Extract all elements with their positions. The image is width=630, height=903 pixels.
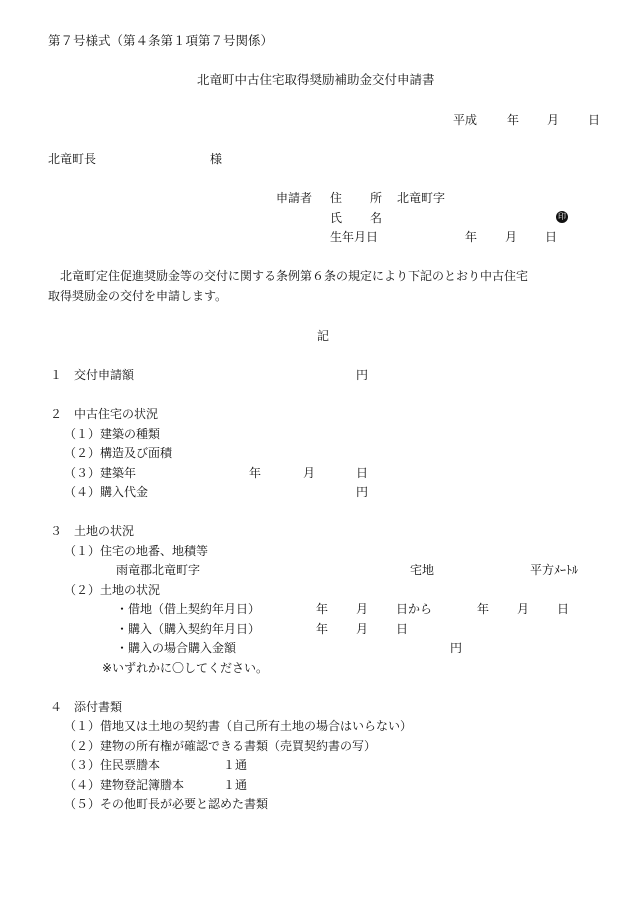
attachment-item-3: （３）住民票謄本 [64,758,161,772]
lease-year: 年 [316,602,329,616]
attachment-item-4: （４）建物登記簿謄本 [64,778,185,792]
birth-label: 生年月日 [330,230,379,244]
section-1-title: 交付申請額 [74,368,135,382]
applicant-label: 申請者 [276,191,313,205]
section-3-title: 土地の状況 [74,524,135,538]
purchase-price-unit-land: 円 [450,641,463,655]
address-value: 北竜町字 [397,191,446,205]
section-3-number: ３ [50,524,63,538]
birth-month: 月 [505,230,518,244]
ki-heading: 記 [317,329,330,343]
name-label-2: 名 [370,211,383,225]
land-place: 雨竜郡北竜町字 [116,563,201,577]
attachment-item-2: （２）建物の所有権が確認できる書類（売買契約書の写） [64,739,377,753]
seal-icon: 印 [558,212,566,221]
date-year: 年 [507,113,520,127]
purchase-price-label: ・購入の場合購入金額 [116,641,237,655]
section-2-item-2: （２）構造及び面積 [64,446,173,460]
land-area-unit: 平方ﾒｰﾄﾙ [530,563,579,577]
document-title: 北竜町中古住宅取得奨励補助金交付申請書 [197,72,435,87]
name-label-1: 氏 [330,211,343,225]
birth-day: 日 [545,230,558,244]
section-1-unit: 円 [356,368,369,382]
attachment-copies-3: １通 [223,758,248,772]
purchase-price-unit: 円 [356,485,369,499]
body-line-1: 北竜町定住促進奨励金等の交付に関する条例第６条の規定により下記のとおり中古住宅 [60,269,529,283]
section-2-title: 中古住宅の状況 [74,407,159,421]
lease-month: 月 [356,602,369,616]
attachment-item-5: （５）その他町長が必要と認めた書類 [64,797,269,811]
section-2-item-3: （３）建築年 [64,466,137,480]
section-3-item-2: （２）土地の状況 [64,583,161,597]
lease-label: ・借地（借上契約年月日） [116,602,261,616]
purchase-day: 日 [396,622,409,636]
address-label-2: 所 [370,191,383,205]
lease-to-year: 年 [477,602,490,616]
lease-from: 日から [396,602,433,616]
section-2-item-1: （１）建築の種類 [64,427,161,441]
section-3-item-1: （１）住宅の地番、地積等 [64,544,209,558]
address-label-1: 住 [330,191,343,205]
section-2-item-4: （４）購入代金 [64,485,149,499]
attachment-item-1: （１）借地又は土地の契約書（自己所有土地の場合はいらない） [64,719,413,733]
purchase-label: ・購入（購入契約年月日） [116,622,261,636]
lease-to-month: 月 [517,602,530,616]
purchase-year: 年 [316,622,329,636]
build-day: 日 [356,466,369,480]
purchase-month: 月 [356,622,369,636]
attachment-copies-4: １通 [223,778,248,792]
date-month: 月 [547,113,560,127]
selection-note: ※いずれかに〇してください。 [102,661,269,675]
section-2-number: ２ [50,407,63,421]
addressee-name: 北竜町長 [48,152,97,166]
section-1-number: １ [50,368,63,382]
land-category: 宅地 [410,563,435,577]
build-month: 月 [303,466,316,480]
addressee-honorific: 様 [210,152,223,166]
section-4-number: ４ [50,700,63,714]
birth-year: 年 [465,230,478,244]
section-4-title: 添付書類 [74,700,123,714]
date-era: 平成 [453,113,478,127]
lease-to-day: 日 [557,602,570,616]
build-year: 年 [249,466,262,480]
form-number: 第７号様式（第４条第１項第７号関係） [48,33,274,48]
date-day: 日 [588,113,601,127]
body-line-2: 取得奨励金の交付を申請します。 [48,289,228,303]
